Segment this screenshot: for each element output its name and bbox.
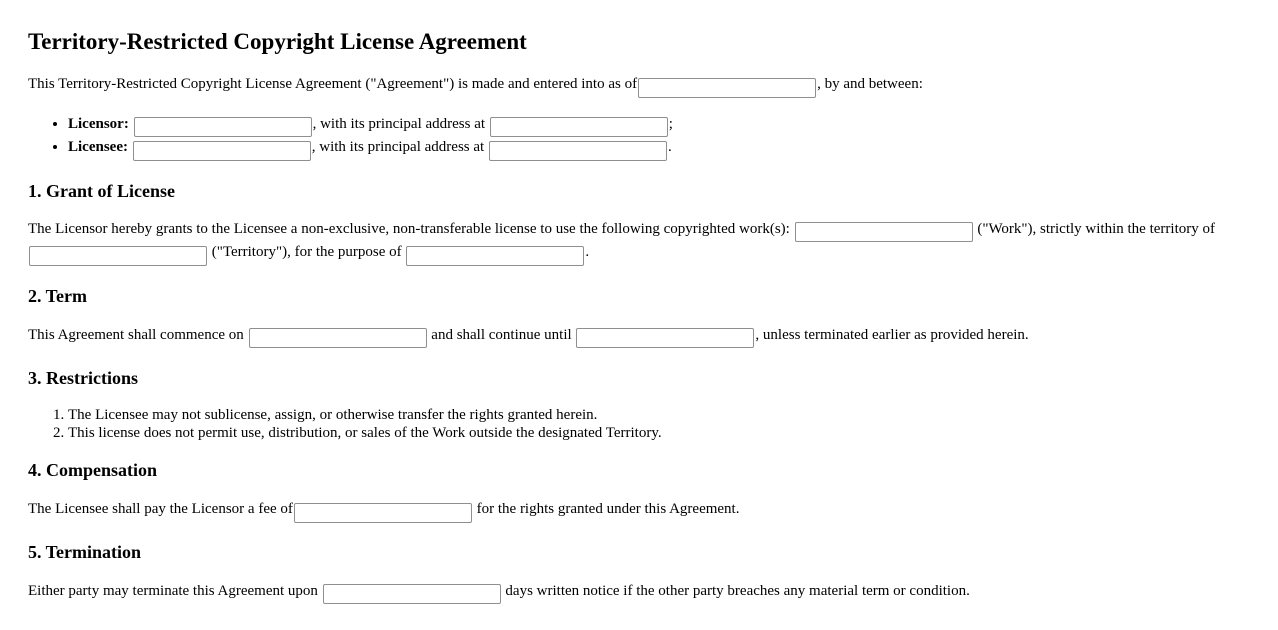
termination-text-1: Either party may terminate this Agreement upon bbox=[28, 582, 318, 599]
compensation-heading: 4. Compensation bbox=[28, 460, 158, 480]
licensor-name-field[interactable] bbox=[134, 117, 312, 137]
grant-paragraph bbox=[28, 219, 1250, 266]
end-date-field[interactable] bbox=[576, 328, 754, 348]
compensation-text-2: for the rights granted under this Agreement. bbox=[476, 501, 740, 517]
termination-heading: 5. Termination bbox=[28, 541, 142, 562]
agreement-date-field[interactable] bbox=[638, 78, 816, 98]
intro-text: This Territory-Restricted Copyright License Agreement ("Agreement") is made and entered into as of bbox=[28, 76, 638, 92]
intro-tail: , by and between: bbox=[817, 76, 923, 92]
licensee-end: . bbox=[667, 139, 672, 155]
term-text-1: This Agreement shall commence on bbox=[28, 326, 244, 343]
licensee-label: Licensee: bbox=[68, 139, 128, 155]
document-title: Territory-Restricted Copyright License Agreement bbox=[28, 29, 527, 54]
compensation-paragraph bbox=[28, 499, 1250, 523]
restrictions-heading: 3. Restrictions bbox=[28, 368, 138, 388]
licensor-end: ; bbox=[668, 115, 673, 132]
grant-text-4: . bbox=[585, 244, 590, 260]
territory-field[interactable] bbox=[29, 246, 207, 266]
parties-list bbox=[28, 114, 1250, 161]
term-heading: 2. Term bbox=[28, 285, 88, 306]
purpose-field[interactable] bbox=[406, 246, 584, 266]
intro-paragraph bbox=[28, 74, 1250, 98]
restriction-item: 1. The Licensee may not sublicense, assign, or otherwise transfer the rights granted herein. bbox=[68, 406, 1250, 424]
licensor-address-field[interactable] bbox=[490, 117, 668, 137]
licensee-name-field[interactable] bbox=[133, 141, 311, 161]
licensee-address-text: , with its principal address at bbox=[311, 139, 485, 155]
grant-text-1: The Licensor hereby grants to the Licensee a non-exclusive, non-transferable license to use the following copyrighted work(s): bbox=[28, 220, 790, 237]
compensation-text-1: The Licensee shall pay the Licensor a fee of bbox=[28, 501, 293, 517]
termination-text-2: days written notice if the other party breaches any material term or condition. bbox=[505, 582, 970, 599]
grant-text-2: ("Work"), strictly within the territory of bbox=[977, 220, 1215, 237]
fee-field[interactable] bbox=[294, 503, 472, 523]
grant-text-3: ("Territory"), for the purpose of bbox=[211, 244, 402, 260]
notice-days-field[interactable] bbox=[323, 584, 501, 604]
commence-date-field[interactable] bbox=[249, 328, 427, 348]
restrictions-list bbox=[28, 406, 1250, 442]
grant-heading: 1. Grant of License bbox=[28, 180, 175, 201]
licensor-label: Licensor: bbox=[68, 115, 129, 132]
term-text-2: and shall continue until bbox=[431, 326, 572, 343]
term-text-3: , unless terminated earlier as provided herein. bbox=[755, 326, 1029, 343]
restriction-item: 2. This license does not permit use, distribution, or sales of the Work outside the designated Territory. bbox=[68, 424, 1250, 442]
term-paragraph bbox=[28, 325, 1250, 349]
termination-paragraph bbox=[28, 581, 1250, 605]
licensor-item bbox=[68, 114, 1250, 138]
agreement-document bbox=[0, 29, 1278, 604]
licensor-address-text: , with its principal address at bbox=[312, 115, 486, 132]
work-field[interactable] bbox=[795, 222, 973, 242]
licensee-item bbox=[68, 137, 1250, 161]
licensee-address-field[interactable] bbox=[489, 141, 667, 161]
